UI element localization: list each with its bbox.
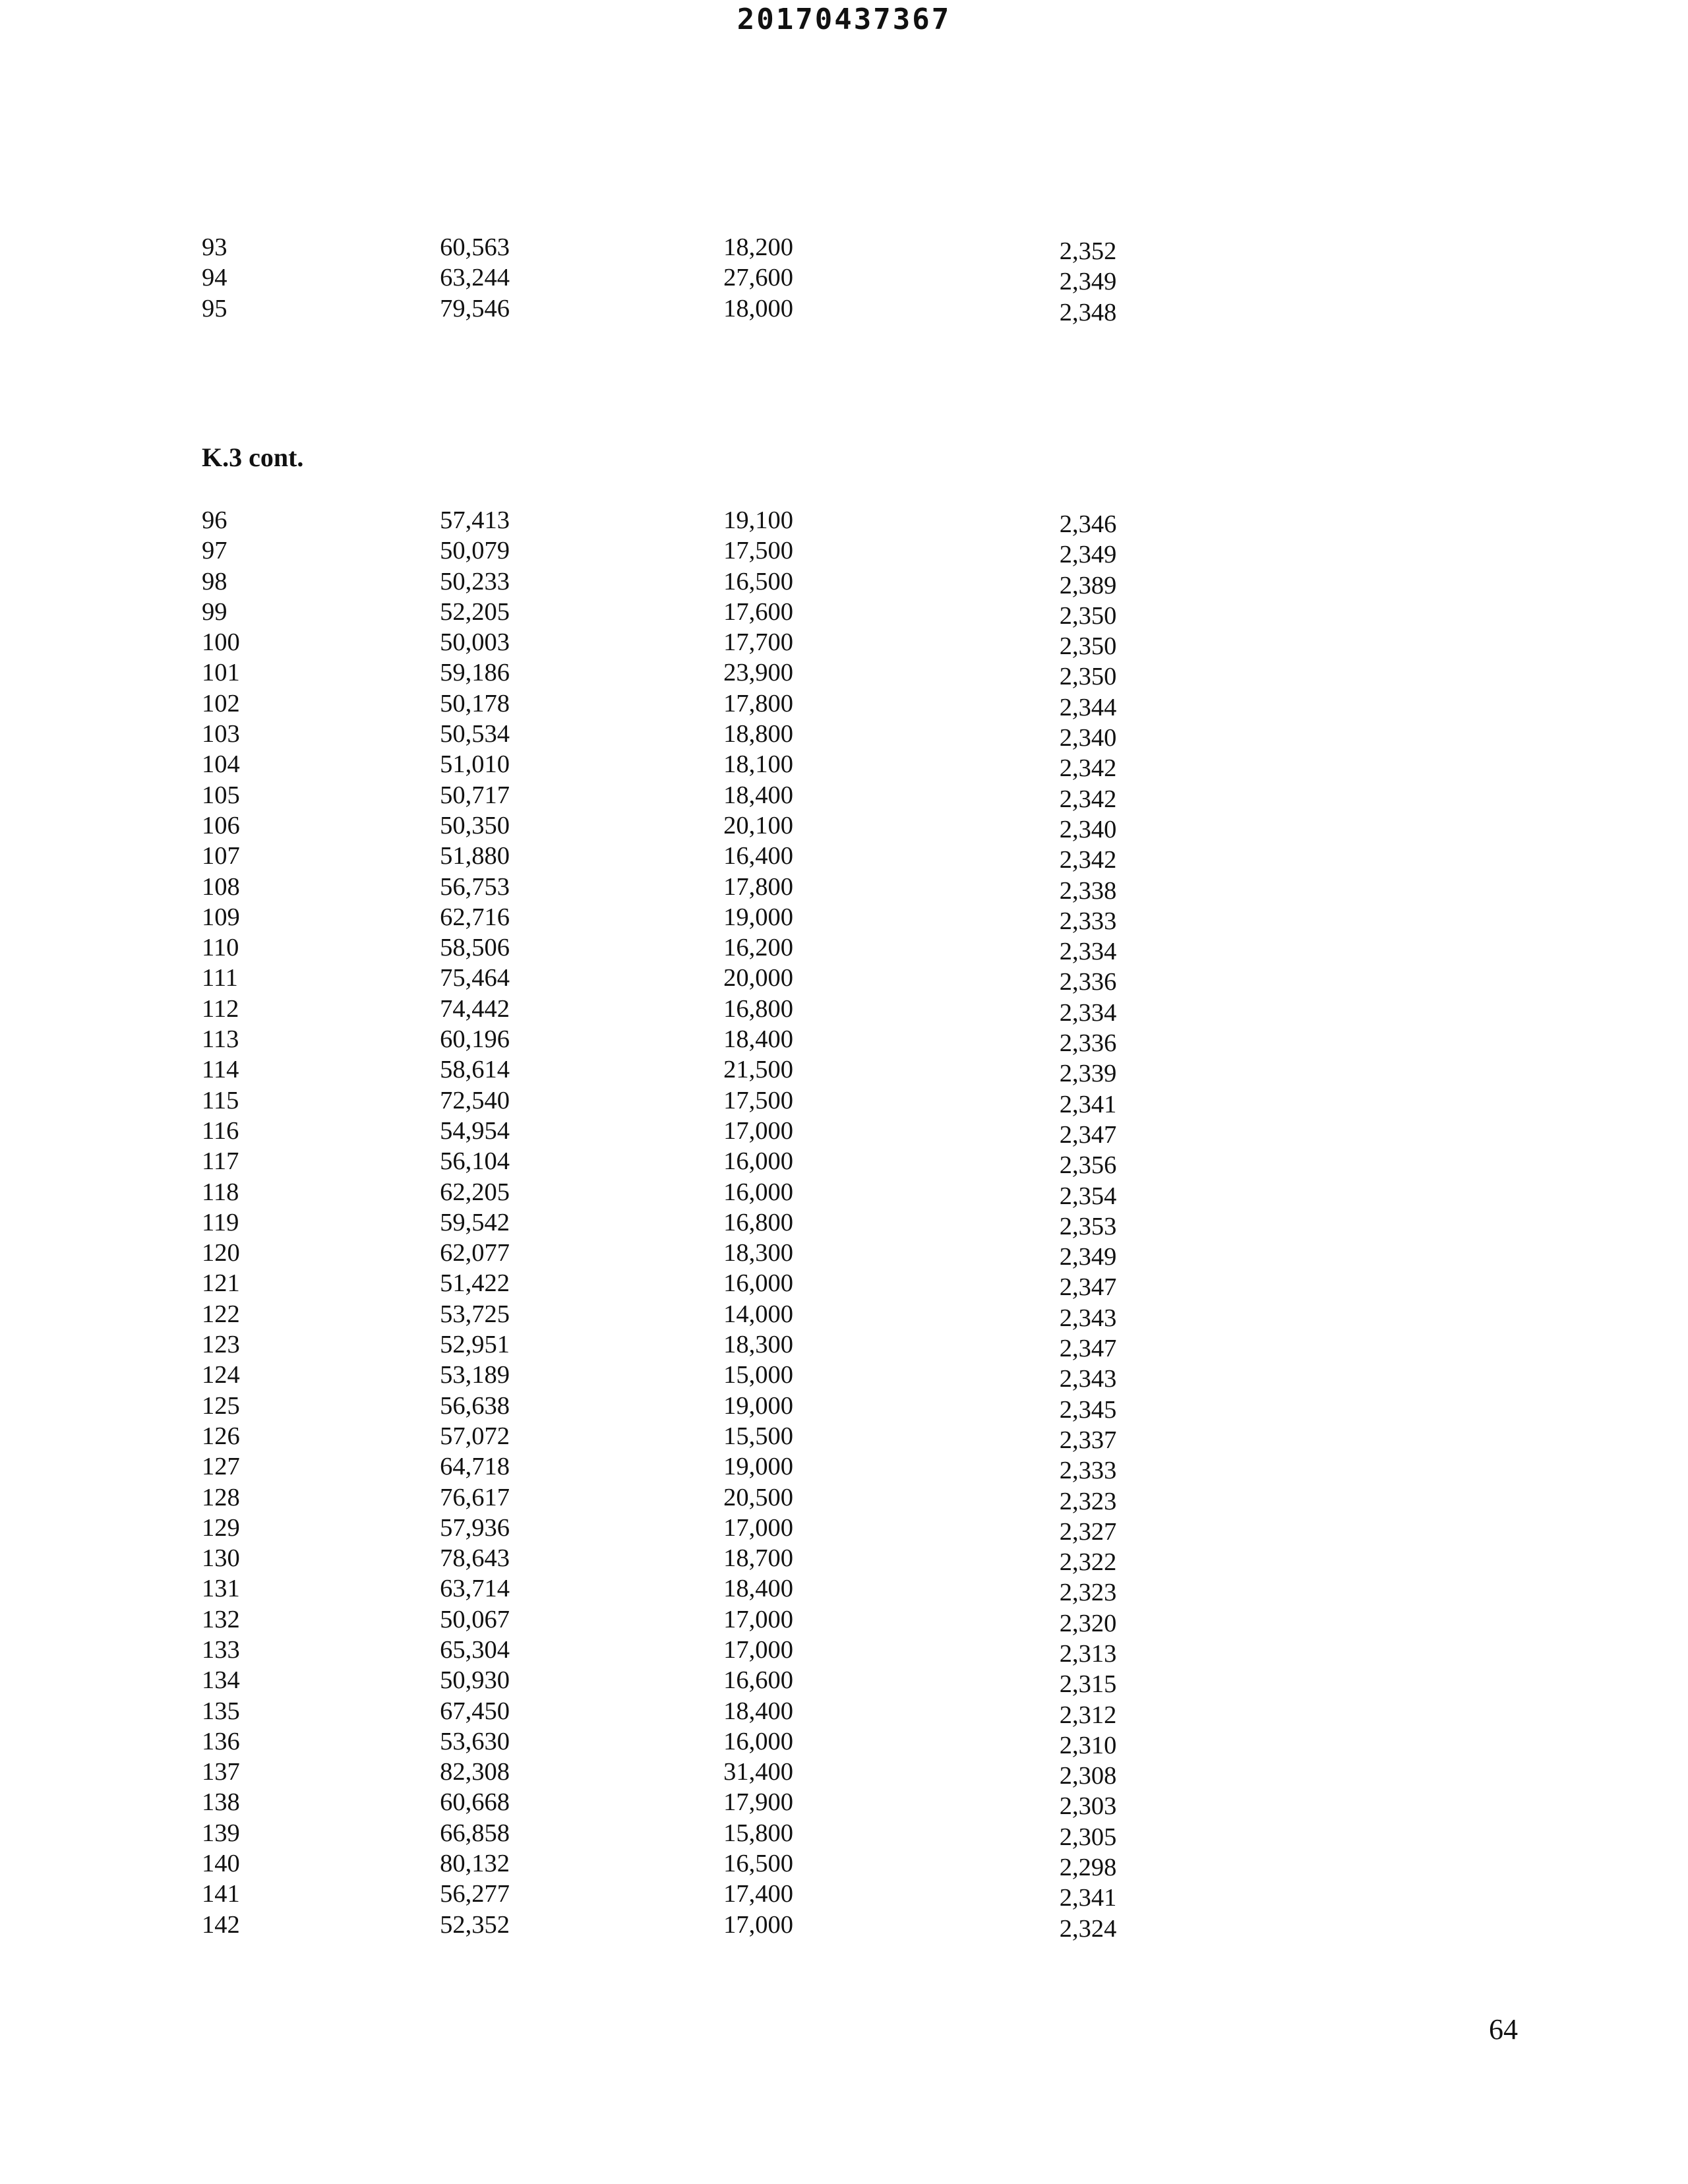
table-cell-col-1: 106 xyxy=(202,811,240,839)
table-cell-col-1: 107 xyxy=(202,842,240,870)
table-cell-col-3: 17,000 xyxy=(723,1635,793,1664)
table-cell-col-2: 60,563 xyxy=(440,233,510,261)
table-cell-col-4: 2,349 xyxy=(1059,1243,1117,1271)
table-cell-col-4: 2,337 xyxy=(1059,1426,1117,1454)
table-cell-col-4: 2,298 xyxy=(1059,1854,1117,1882)
table-cell-col-3: 19,100 xyxy=(723,506,793,534)
table-cell-col-3: 15,800 xyxy=(723,1819,793,1847)
table-cell-col-4: 2,389 xyxy=(1059,571,1117,599)
table-row xyxy=(198,1146,1147,1180)
table-cell-col-1: 129 xyxy=(202,1513,240,1542)
table-cell-col-3: 16,000 xyxy=(723,1727,793,1755)
table-cell-col-2: 50,534 xyxy=(440,720,510,748)
table-cell-col-4: 2,340 xyxy=(1059,815,1117,843)
table-row xyxy=(198,1879,1147,1912)
table-row xyxy=(198,566,1147,597)
table-cell-col-1: 94 xyxy=(202,264,227,292)
table-cell-col-3: 14,000 xyxy=(723,1300,793,1328)
table-row xyxy=(198,902,1147,935)
table-row xyxy=(198,1604,1147,1635)
table-cell-col-3: 18,100 xyxy=(723,750,793,779)
table-cell-col-3: 18,200 xyxy=(723,233,793,261)
table-cell-col-1: 102 xyxy=(202,689,240,717)
table-row xyxy=(198,1696,1147,1729)
table-cell-col-1: 112 xyxy=(202,994,239,1023)
table-cell-col-2: 59,186 xyxy=(440,659,510,687)
table-cell-col-1: 99 xyxy=(202,597,227,626)
table-cell-col-3: 19,000 xyxy=(723,903,793,931)
table-cell-col-2: 56,104 xyxy=(440,1147,510,1176)
table-cell-col-3: 16,000 xyxy=(723,1178,793,1206)
table-cell-col-3: 17,500 xyxy=(723,1086,793,1114)
table-cell-col-2: 79,546 xyxy=(440,294,510,322)
table-cell-col-4: 2,343 xyxy=(1059,1304,1117,1332)
table-cell-col-1: 127 xyxy=(202,1453,240,1481)
table-row xyxy=(198,1085,1147,1116)
table-cell-col-3: 16,800 xyxy=(723,1208,793,1236)
table-cell-col-3: 20,100 xyxy=(723,811,793,839)
table-row xyxy=(198,1757,1147,1790)
table-cell-col-4: 2,320 xyxy=(1059,1609,1117,1637)
table-cell-col-4: 2,305 xyxy=(1059,1823,1117,1851)
table-cell-col-2: 50,079 xyxy=(440,537,510,565)
table-cell-col-1: 140 xyxy=(202,1850,240,1878)
table-row xyxy=(198,841,1147,874)
table-cell-col-1: 135 xyxy=(202,1697,240,1725)
table-row xyxy=(198,932,1147,966)
table-row xyxy=(198,262,1147,296)
table-cell-col-1: 124 xyxy=(202,1361,240,1389)
table-cell-col-4: 2,342 xyxy=(1059,785,1117,813)
table-cell-col-4: 2,349 xyxy=(1059,268,1117,296)
table-cell-col-2: 57,072 xyxy=(440,1422,510,1450)
section-label: K.3 cont. xyxy=(202,442,304,472)
table-cell-col-1: 114 xyxy=(202,1056,239,1084)
table-cell-col-2: 62,205 xyxy=(440,1178,510,1206)
table-row xyxy=(198,749,1147,783)
table-row xyxy=(198,810,1147,841)
table-cell-col-4: 2,333 xyxy=(1059,907,1117,935)
table-cell-col-2: 62,077 xyxy=(440,1239,510,1267)
data-table-top xyxy=(198,232,1147,324)
table-cell-col-4: 2,352 xyxy=(1059,237,1117,265)
table-cell-col-1: 93 xyxy=(202,233,227,261)
table-cell-col-3: 16,400 xyxy=(723,842,793,870)
document-number: 20170437367 xyxy=(737,3,951,36)
table-cell-col-4: 2,312 xyxy=(1059,1701,1117,1729)
table-cell-col-2: 51,422 xyxy=(440,1269,510,1298)
table-cell-col-3: 20,500 xyxy=(723,1483,793,1511)
table-cell-col-2: 52,205 xyxy=(440,597,510,626)
table-cell-col-1: 138 xyxy=(202,1788,240,1817)
table-cell-col-3: 27,600 xyxy=(723,264,793,292)
table-cell-col-4: 2,341 xyxy=(1059,1090,1117,1118)
table-cell-col-2: 58,506 xyxy=(440,934,510,962)
table-cell-col-1: 133 xyxy=(202,1635,240,1664)
table-row xyxy=(198,963,1147,996)
table-cell-col-4: 2,354 xyxy=(1059,1182,1117,1210)
table-cell-col-1: 104 xyxy=(202,750,240,779)
table-cell-col-2: 56,753 xyxy=(440,872,510,901)
table-row xyxy=(198,1421,1147,1454)
table-cell-col-1: 98 xyxy=(202,567,227,595)
table-cell-col-1: 136 xyxy=(202,1727,240,1755)
table-cell-col-1: 110 xyxy=(202,934,239,962)
table-cell-col-1: 131 xyxy=(202,1575,240,1603)
table-cell-col-2: 50,178 xyxy=(440,689,510,717)
table-cell-col-4: 2,347 xyxy=(1059,1335,1117,1363)
table-cell-col-4: 2,334 xyxy=(1059,938,1117,966)
table-cell-col-3: 15,000 xyxy=(723,1361,793,1389)
table-cell-col-2: 53,189 xyxy=(440,1361,510,1389)
table-row xyxy=(198,293,1147,324)
table-row xyxy=(198,1391,1147,1424)
table-row xyxy=(198,232,1147,265)
table-cell-col-3: 17,000 xyxy=(723,1116,793,1145)
table-cell-col-4: 2,344 xyxy=(1059,693,1117,721)
table-cell-col-3: 18,400 xyxy=(723,781,793,809)
table-cell-col-2: 62,716 xyxy=(440,903,510,931)
table-cell-col-3: 18,400 xyxy=(723,1575,793,1603)
table-cell-col-1: 121 xyxy=(202,1269,240,1298)
table-cell-col-3: 16,200 xyxy=(723,934,793,962)
table-cell-col-4: 2,327 xyxy=(1059,1517,1117,1546)
table-cell-col-3: 17,000 xyxy=(723,1605,793,1633)
table-cell-col-4: 2,308 xyxy=(1059,1762,1117,1790)
table-cell-col-2: 63,714 xyxy=(440,1575,510,1603)
table-cell-col-1: 125 xyxy=(202,1391,240,1420)
table-cell-col-1: 120 xyxy=(202,1239,240,1267)
table-cell-col-3: 19,000 xyxy=(723,1391,793,1420)
table-cell-col-1: 117 xyxy=(202,1147,239,1176)
table-cell-col-3: 23,900 xyxy=(723,659,793,687)
table-cell-col-2: 57,413 xyxy=(440,506,510,534)
table-row xyxy=(198,872,1147,905)
table-cell-col-3: 18,400 xyxy=(723,1025,793,1054)
table-row xyxy=(198,597,1147,630)
table-cell-col-2: 58,614 xyxy=(440,1056,510,1084)
table-cell-col-1: 123 xyxy=(202,1331,240,1359)
table-cell-col-1: 113 xyxy=(202,1025,239,1054)
table-cell-col-4: 2,349 xyxy=(1059,541,1117,569)
table-cell-col-2: 53,725 xyxy=(440,1300,510,1328)
table-cell-col-4: 2,356 xyxy=(1059,1151,1117,1180)
table-cell-col-2: 54,954 xyxy=(440,1116,510,1145)
table-cell-col-1: 96 xyxy=(202,506,227,534)
table-cell-col-3: 17,400 xyxy=(723,1880,793,1908)
table-cell-col-2: 66,858 xyxy=(440,1819,510,1847)
table-row xyxy=(198,1513,1147,1546)
table-cell-col-2: 67,450 xyxy=(440,1697,510,1725)
table-cell-col-3: 16,800 xyxy=(723,994,793,1023)
table-cell-col-1: 128 xyxy=(202,1483,240,1511)
table-cell-col-2: 80,132 xyxy=(440,1850,510,1878)
table-cell-col-1: 100 xyxy=(202,628,240,657)
table-cell-col-3: 18,000 xyxy=(723,294,793,322)
table-row xyxy=(198,1024,1147,1058)
table-cell-col-4: 2,310 xyxy=(1059,1731,1117,1759)
table-row xyxy=(198,1635,1147,1668)
table-cell-col-1: 105 xyxy=(202,781,240,809)
table-cell-col-1: 119 xyxy=(202,1208,239,1236)
table-cell-col-4: 2,353 xyxy=(1059,1212,1117,1240)
table-cell-col-4: 2,336 xyxy=(1059,968,1117,996)
table-cell-col-3: 17,800 xyxy=(723,872,793,901)
table-cell-col-2: 57,936 xyxy=(440,1513,510,1542)
table-cell-col-1: 122 xyxy=(202,1300,240,1328)
table-cell-col-2: 60,196 xyxy=(440,1025,510,1054)
table-cell-col-4: 2,336 xyxy=(1059,1029,1117,1058)
table-row xyxy=(198,627,1147,661)
table-row xyxy=(198,1543,1147,1577)
data-table-main xyxy=(198,505,1147,1943)
table-cell-col-3: 19,000 xyxy=(723,1453,793,1481)
table-cell-col-2: 50,717 xyxy=(440,781,510,809)
table-cell-col-3: 18,700 xyxy=(723,1544,793,1573)
table-row xyxy=(198,1299,1147,1332)
table-cell-col-2: 82,308 xyxy=(440,1758,510,1786)
table-cell-col-4: 2,333 xyxy=(1059,1457,1117,1485)
table-row xyxy=(198,1787,1147,1821)
table-row xyxy=(198,1573,1147,1607)
table-cell-col-3: 17,000 xyxy=(723,1513,793,1542)
table-cell-col-1: 116 xyxy=(202,1116,239,1145)
table-row xyxy=(198,1360,1147,1393)
table-cell-col-2: 50,350 xyxy=(440,811,510,839)
table-cell-col-3: 18,400 xyxy=(723,1697,793,1725)
table-cell-col-3: 17,700 xyxy=(723,628,793,657)
table-cell-col-3: 16,600 xyxy=(723,1666,793,1695)
table-cell-col-2: 74,442 xyxy=(440,994,510,1023)
table-cell-col-2: 51,880 xyxy=(440,842,510,870)
table-cell-col-1: 101 xyxy=(202,659,240,687)
table-row xyxy=(198,688,1147,719)
page-number: 64 xyxy=(1489,2013,1518,2046)
table-cell-col-2: 51,010 xyxy=(440,750,510,779)
table-cell-col-1: 137 xyxy=(202,1758,240,1786)
table-cell-col-2: 52,951 xyxy=(440,1331,510,1359)
table-cell-col-4: 2,315 xyxy=(1059,1670,1117,1699)
table-cell-col-1: 118 xyxy=(202,1178,239,1206)
table-cell-col-3: 17,900 xyxy=(723,1788,793,1817)
table-cell-col-3: 17,500 xyxy=(723,537,793,565)
table-cell-col-3: 18,300 xyxy=(723,1331,793,1359)
table-cell-col-4: 2,322 xyxy=(1059,1548,1117,1577)
table-row xyxy=(198,1818,1147,1851)
table-cell-col-3: 16,500 xyxy=(723,567,793,595)
table-row xyxy=(198,1910,1147,1943)
table-cell-col-2: 59,542 xyxy=(440,1208,510,1236)
table-cell-col-3: 17,000 xyxy=(723,1910,793,1939)
table-cell-col-2: 56,638 xyxy=(440,1391,510,1420)
table-cell-col-4: 2,303 xyxy=(1059,1792,1117,1821)
table-cell-col-3: 16,000 xyxy=(723,1147,793,1176)
table-cell-col-4: 2,348 xyxy=(1059,298,1117,326)
table-cell-col-2: 72,540 xyxy=(440,1086,510,1114)
table-cell-col-2: 65,304 xyxy=(440,1635,510,1664)
table-cell-col-4: 2,343 xyxy=(1059,1365,1117,1393)
table-cell-col-4: 2,324 xyxy=(1059,1914,1117,1943)
table-row xyxy=(198,1848,1147,1882)
table-cell-col-3: 17,800 xyxy=(723,689,793,717)
table-cell-col-2: 53,630 xyxy=(440,1727,510,1755)
table-row xyxy=(198,1329,1147,1363)
table-row xyxy=(198,1665,1147,1699)
table-row xyxy=(198,1268,1147,1302)
table-row xyxy=(198,1451,1147,1485)
table-cell-col-2: 78,643 xyxy=(440,1544,510,1573)
table-cell-col-3: 15,500 xyxy=(723,1422,793,1450)
table-cell-col-3: 31,400 xyxy=(723,1758,793,1786)
table-cell-col-2: 75,464 xyxy=(440,964,510,992)
table-cell-col-1: 141 xyxy=(202,1880,240,1908)
table-row xyxy=(198,1177,1147,1210)
table-cell-col-3: 16,000 xyxy=(723,1269,793,1298)
table-cell-col-3: 18,800 xyxy=(723,720,793,748)
table-row xyxy=(198,994,1147,1027)
table-cell-col-3: 21,500 xyxy=(723,1056,793,1084)
table-cell-col-4: 2,342 xyxy=(1059,846,1117,874)
table-cell-col-4: 2,334 xyxy=(1059,998,1117,1027)
table-cell-col-1: 97 xyxy=(202,537,227,565)
table-cell-col-2: 50,003 xyxy=(440,628,510,657)
table-cell-col-4: 2,350 xyxy=(1059,601,1117,630)
table-row xyxy=(198,505,1147,538)
table-cell-col-4: 2,350 xyxy=(1059,632,1117,661)
table-row xyxy=(198,1238,1147,1271)
table-cell-col-2: 63,244 xyxy=(440,264,510,292)
table-row xyxy=(198,657,1147,691)
table-row xyxy=(198,1726,1147,1757)
table-row xyxy=(198,535,1147,569)
table-cell-col-4: 2,350 xyxy=(1059,663,1117,691)
table-cell-col-2: 64,718 xyxy=(440,1453,510,1481)
table-cell-col-1: 103 xyxy=(202,720,240,748)
table-cell-col-4: 2,340 xyxy=(1059,724,1117,752)
table-cell-col-4: 2,342 xyxy=(1059,754,1117,783)
table-cell-col-3: 17,600 xyxy=(723,597,793,626)
table-cell-col-1: 111 xyxy=(202,964,238,992)
table-cell-col-4: 2,345 xyxy=(1059,1395,1117,1424)
table-cell-col-1: 132 xyxy=(202,1605,240,1633)
table-cell-col-1: 139 xyxy=(202,1819,240,1847)
table-cell-col-2: 60,668 xyxy=(440,1788,510,1817)
table-cell-col-4: 2,339 xyxy=(1059,1060,1117,1088)
table-cell-col-1: 142 xyxy=(202,1910,240,1939)
table-cell-col-4: 2,313 xyxy=(1059,1639,1117,1668)
table-row xyxy=(198,1116,1147,1149)
table-cell-col-2: 50,067 xyxy=(440,1605,510,1633)
table-row xyxy=(198,719,1147,752)
table-cell-col-1: 109 xyxy=(202,903,240,931)
table-cell-col-4: 2,347 xyxy=(1059,1273,1117,1302)
table-row xyxy=(198,780,1147,813)
table-row xyxy=(198,1207,1147,1238)
table-cell-col-2: 52,352 xyxy=(440,1910,510,1939)
table-cell-col-2: 50,930 xyxy=(440,1666,510,1695)
table-cell-col-4: 2,347 xyxy=(1059,1120,1117,1149)
table-cell-col-4: 2,338 xyxy=(1059,876,1117,905)
table-cell-col-1: 115 xyxy=(202,1086,239,1114)
table-cell-col-2: 76,617 xyxy=(440,1483,510,1511)
table-cell-col-1: 130 xyxy=(202,1544,240,1573)
table-cell-col-3: 16,500 xyxy=(723,1850,793,1878)
table-cell-col-3: 18,300 xyxy=(723,1239,793,1267)
table-cell-col-2: 50,233 xyxy=(440,567,510,595)
table-row xyxy=(198,1054,1147,1088)
table-cell-col-1: 95 xyxy=(202,294,227,322)
table-cell-col-1: 134 xyxy=(202,1666,240,1695)
table-cell-col-4: 2,323 xyxy=(1059,1579,1117,1607)
table-cell-col-1: 126 xyxy=(202,1422,240,1450)
table-cell-col-4: 2,346 xyxy=(1059,510,1117,538)
table-row xyxy=(198,1482,1147,1513)
table-cell-col-3: 20,000 xyxy=(723,964,793,992)
table-cell-col-2: 56,277 xyxy=(440,1880,510,1908)
table-cell-col-4: 2,341 xyxy=(1059,1884,1117,1912)
table-cell-col-1: 108 xyxy=(202,872,240,901)
table-cell-col-4: 2,323 xyxy=(1059,1487,1117,1515)
